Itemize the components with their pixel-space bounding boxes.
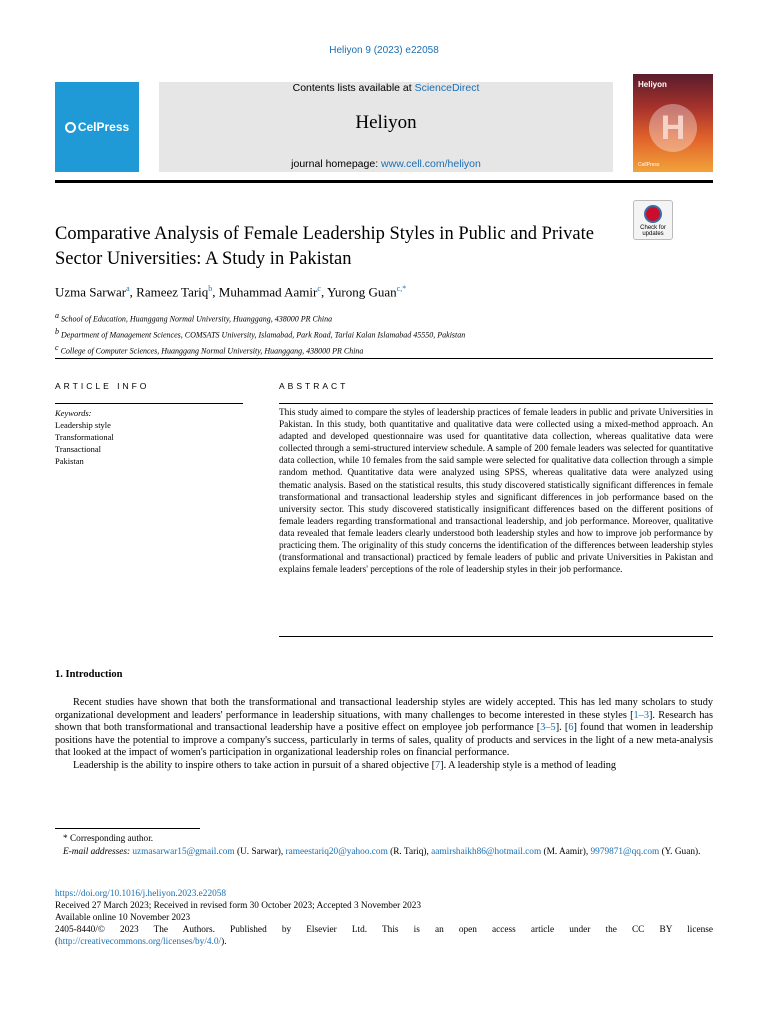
contents-prefix: Contents lists available at — [292, 82, 415, 94]
keyword: Transactional — [55, 444, 101, 454]
citation-link[interactable]: 1–3 — [633, 709, 649, 721]
citation-link[interactable]: 3–5 — [540, 722, 556, 734]
author-name: Uzma Sarwar — [55, 284, 127, 300]
introduction-body — [55, 697, 713, 773]
doi-link[interactable]: https://doi.org/10.1016/j.heliyon.2023.e22058 — [55, 889, 227, 899]
affil-text: School of Education, Huanggang Normal University, Huanggang, 438000 PR China — [61, 314, 333, 324]
header-rule — [55, 180, 713, 183]
cellpress-logo — [61, 119, 133, 135]
affil-rule — [55, 358, 713, 359]
keywords-label: Keywords: — [55, 408, 92, 418]
affil-marker: b — [55, 327, 59, 337]
introduction-heading: 1. Introduction — [55, 669, 123, 680]
email-link[interactable]: aamirshaikh86@hotmail.com — [431, 846, 542, 857]
publisher-logo-box[interactable] — [55, 82, 139, 172]
affiliation-item — [55, 310, 465, 326]
cover-footer: CellPress — [638, 162, 660, 168]
homepage-link[interactable]: www.cell.com/heliyon — [381, 158, 481, 170]
email-link[interactable]: 9979871@qq.com — [590, 846, 660, 857]
badge-text-2: updates — [642, 231, 664, 237]
homepage-prefix: journal homepage: — [291, 158, 382, 170]
check-for-updates-badge[interactable] — [633, 200, 673, 240]
keyword: Leadership style — [55, 420, 111, 430]
article-info-rule — [55, 403, 243, 404]
email-owner: (M. Aamir), — [541, 846, 591, 857]
keyword: Transformational — [55, 432, 114, 442]
homepage-line — [159, 158, 613, 170]
affil-text: College of Computer Sciences, Huanggang Normal University, Huanggang, 438000 PR China — [60, 346, 364, 356]
email-owner: (Y. Guan). — [659, 846, 701, 857]
paren: ( — [55, 937, 59, 947]
contents-line — [159, 82, 613, 94]
history-dates: Received 27 March 2023; Received in revised form 30 October 2023; Accepted 3 November 2023 — [55, 901, 422, 911]
affiliations — [55, 310, 465, 358]
affil-marker: a — [55, 311, 59, 320]
paragraph — [55, 760, 713, 773]
text-run: Leadership is the ability to inspire others to take action in pursuit of a shared objective [ — [73, 759, 436, 771]
affil-marker: c — [55, 343, 59, 353]
license-url-line — [55, 936, 713, 948]
author-affil-link[interactable]: a — [126, 284, 130, 293]
email-link[interactable]: rameestariq20@yahoo.com — [285, 846, 388, 857]
sciencedirect-link[interactable]: ScienceDirect — [414, 82, 480, 94]
license-link[interactable]: http://creativecommons.org/licenses/by/4.0/ — [58, 937, 222, 947]
email-addresses — [55, 846, 713, 859]
update-icon — [644, 205, 662, 223]
email-owner: (U. Sarwar), — [234, 846, 286, 857]
badge-text-1: Check for — [640, 225, 666, 231]
footnotes — [55, 833, 713, 858]
article-info-heading: ARTICLE INFO — [55, 381, 150, 391]
paragraph — [55, 697, 713, 760]
article-title: Comparative Analysis of Female Leadership Styles in Public and Private Sector Universities: A Study in Pakistan — [55, 224, 594, 269]
text-run: ]. A leadership style is a method of leading — [440, 759, 617, 771]
journal-name: Heliyon — [355, 112, 417, 133]
cellpress-logo-text: CelPress — [77, 120, 130, 134]
author-name: Yurong Guan — [326, 284, 397, 300]
text-run: ]. [ — [555, 722, 569, 734]
journal-banner — [159, 82, 613, 172]
abstract-bottom-rule — [279, 636, 713, 637]
author-name: Muhammad Aamir — [218, 284, 318, 300]
affiliation-item — [55, 342, 465, 358]
email-link[interactable]: uzmasarwar15@gmail.com — [132, 846, 235, 857]
abstract-rule — [279, 403, 713, 404]
license-line: 2405-8440/© 2023 The Authors. Published by Elsevier Ltd. This is an open access article under the CC BY license — [55, 925, 713, 935]
text-run: ] found that women in leadership positions have the potential to improve a company's success, particularly in terms of sales, quality of products and services in the light of a new meta-analysis that looked at the impact of women's participation in organizational leadership roles on financial performance. — [55, 722, 714, 759]
publication-info — [55, 888, 713, 948]
keywords-block — [55, 407, 114, 467]
online-date: Available online 10 November 2023 — [55, 913, 191, 923]
journal-cover-image[interactable] — [633, 74, 713, 172]
text-run: ]. Research has shown that both transformational and transactional leadership have a positive effect on employee job performance [ — [55, 709, 713, 734]
author-affil-link[interactable]: b — [208, 284, 213, 293]
abstract-heading: ABSTRACT — [279, 381, 349, 391]
affiliation-item — [55, 326, 465, 342]
footnote-rule — [55, 828, 200, 829]
abstract-text: This study aimed to compare the styles of leadership practices of female leaders in public and private Universities in Pakistan. In this study, both quantitative and qualitative data were collected using a mixed-method approach. An adapted and developed questionnaire was used for quantitative data collection, whereas qualitative data were collected through a semi-structured interview schedule. A sample of 200 female leaders was selected for quantitative data collection, while 10 females from the said sample were selected for qualitative data collection through a simple random method. Quantitative data were analyzed using SPSS, whereas qualitative data were analyzed using thematic analysis. Based on the statistical results, this study discovered statistically significant differences in female transformational and transactional leadership styles and significant differences in job performance based on the university sector. This study discovered statistically insignificant differences based on the different positions of female leaders regarding transformational and transactional leadership, and job performance. Moreover, qualitative data revealed that female leaders clearly understood both leadership styles and how to improve job performance by practicing them. The originality of this study concerns the identification of the differences between leadership styles (transformational and transactional) practiced by female leaders of public and private Universities in Pakistan and explains female leaders' perceptions of the role of leadership styles in their job performance. — [279, 408, 713, 576]
affil-text: Department of Management Sciences, COMSATS University, Islamabad, Park Road, Tarlai Kalan Islamabad 45550, Pakistan — [61, 330, 466, 340]
author-list: Uzma Sarwar$^a$, Rameez Tariq$^b$, Muhammad Aamir$^c$, Yurong Guan$^{c,*}$ — [55, 284, 407, 300]
email-label: E-mail addresses: — [63, 846, 131, 857]
citation-link[interactable]: 7 — [435, 759, 441, 771]
text-run: Recent studies have shown that both the transformational and transactional leadership styles are widely accepted. This has led many scholars to study organizational development and leaders' performance in leadership situations, with many challenges to become interested in these styles [ — [55, 697, 713, 721]
email-owner: (R. Tariq), — [387, 846, 432, 857]
corresponding-author-note: * Corresponding author. — [63, 834, 154, 844]
citation-link[interactable]: 6 — [568, 722, 574, 734]
keyword: Pakistan — [55, 456, 84, 466]
author-affil-link[interactable]: c — [317, 284, 321, 293]
badge-text — [634, 225, 672, 237]
cover-h-logo: H — [649, 104, 697, 152]
cover-title: Heliyon — [638, 80, 667, 89]
author-name: Rameez Tariq — [136, 284, 209, 300]
cellpress-icon — [65, 122, 76, 133]
author-affil-link[interactable]: c,* — [396, 284, 407, 293]
paren: ). — [221, 937, 227, 947]
journal-reference[interactable]: Heliyon 9 (2023) e22058 — [329, 45, 439, 56]
